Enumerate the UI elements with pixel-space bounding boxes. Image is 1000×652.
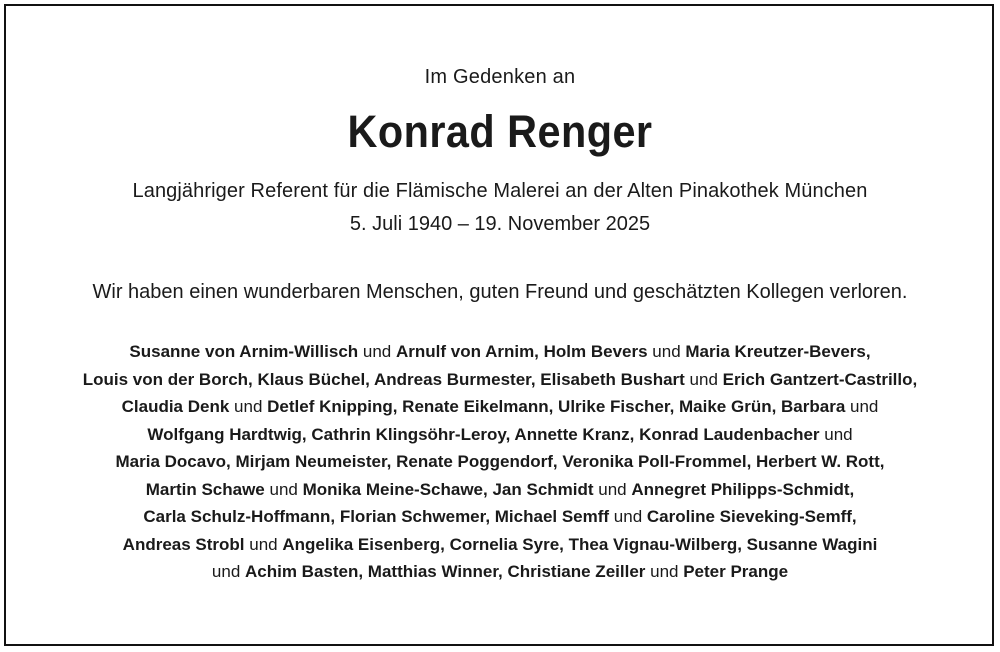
conjunction-text: und (358, 342, 396, 361)
mourner-names: Angelika Eisenberg, Cornelia Syre, Thea Vignau-Wilberg, Susanne Wagini (282, 534, 878, 554)
conjunction-text: und (264, 479, 303, 499)
deceased-name: Konrad Renger (347, 106, 653, 157)
mourner-names: Annegret Philipps-Schmidt, (631, 479, 855, 499)
mourners-line (0, 366, 1000, 394)
mourners-line (0, 503, 1000, 531)
mourner-names: Peter Prange (683, 562, 789, 581)
mourner-names: Claudia Denk (121, 397, 230, 416)
mourner-names: Achim Basten, Matthias Winner, Christiane Zeiller (245, 562, 646, 581)
mourner-names: Andreas Strobl (122, 534, 245, 554)
conjunction-text: und (647, 342, 686, 361)
mourner-names: Erich Gantzert-Castrillo, (722, 369, 918, 389)
mourner-names: Maria Docavo, Mirjam Neumeister, Renate Poggendorf, Veronika Poll-Frommel, Herbert W. Rott, (115, 452, 885, 471)
conjunction-text: und (845, 397, 879, 416)
mourners-line (0, 393, 1000, 421)
conjunction-text: und (229, 397, 268, 416)
conjunction-text: und (684, 369, 723, 389)
conjunction-text: und (645, 562, 684, 581)
conjunction-text: und (211, 562, 245, 581)
condolence-message: Wir haben einen wunderbaren Menschen, guten Freund und geschätzten Kollegen verloren. (92, 281, 908, 303)
mourners-line (0, 476, 1000, 504)
mourner-names: Louis von der Borch, Klaus Büchel, Andreas Burmester, Elisabeth Bushart (82, 369, 685, 389)
mourners-line (0, 448, 1000, 476)
conjunction-text: und (593, 479, 632, 499)
conjunction-text: und (609, 507, 647, 526)
mourners-list (0, 338, 1000, 586)
mourner-names: Martin Schawe (145, 479, 265, 499)
mourner-names: Wolfgang Hardtwig, Cathrin Klingsöhr-Leroy, Annette Kranz, Konrad Laudenbacher (147, 424, 820, 444)
intro-text: Im Gedenken an (424, 66, 576, 88)
mourner-names: Arnulf von Arnim, Holm Bevers (395, 342, 648, 361)
conjunction-text: und (819, 424, 853, 444)
conjunction-text: und (244, 534, 283, 554)
life-dates: 5. Juli 1940 – 19. November 2025 (349, 213, 651, 235)
mourner-names: Susanne von Arnim-Willisch (129, 342, 359, 361)
deceased-role: Langjähriger Referent für die Flämische Malerei an der Alten Pinakothek München (132, 180, 868, 202)
mourners-line (0, 338, 1000, 366)
mourners-line (0, 531, 1000, 559)
mourner-names: Carla Schulz-Hoffmann, Florian Schwemer, Michael Semff (143, 507, 610, 526)
mourner-names: Monika Meine-Schawe, Jan Schmidt (302, 479, 594, 499)
mourner-names: Detlef Knipping, Renate Eikelmann, Ulrike Fischer, Maike Grün, Barbara (267, 397, 846, 416)
mourner-names: Maria Kreutzer-Bevers, (685, 342, 871, 361)
mourners-line (0, 558, 1000, 586)
mourner-names: Caroline Sieveking-Semff, (646, 507, 857, 526)
mourners-line (0, 421, 1000, 449)
